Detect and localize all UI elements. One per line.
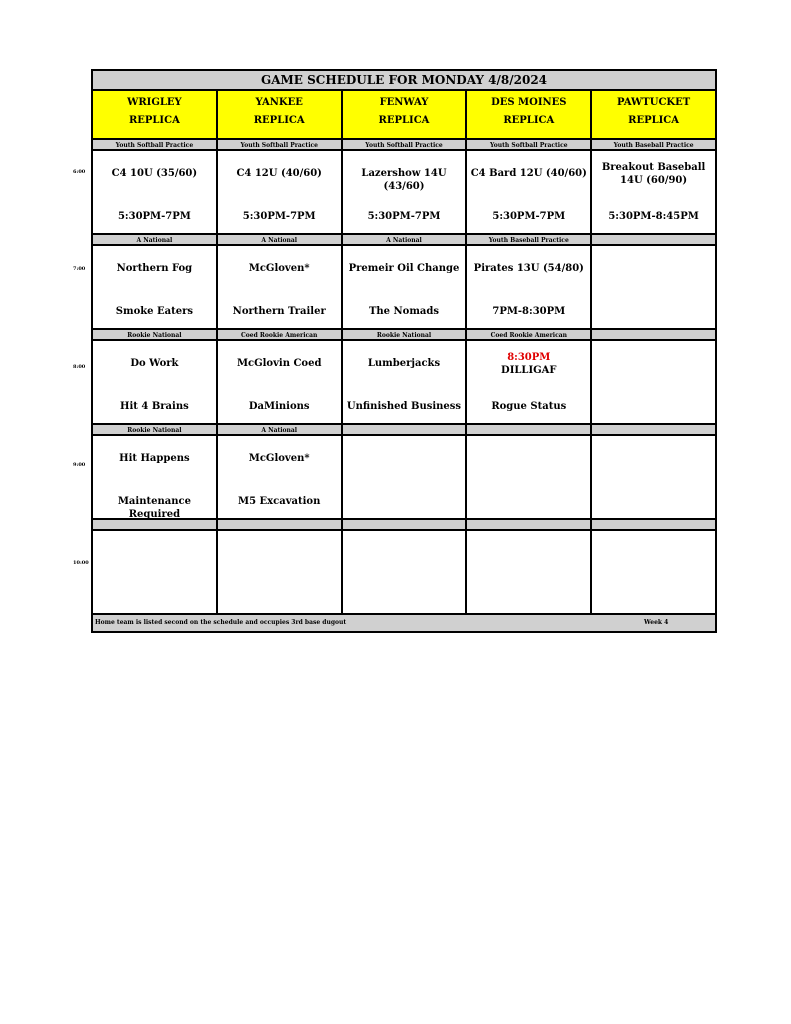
game-top-with-note xyxy=(467,351,590,377)
game-cell xyxy=(218,341,343,423)
game-cell xyxy=(592,531,715,613)
game-bottom: Maintenance Required xyxy=(117,496,191,520)
time-slot-row xyxy=(93,151,715,235)
time-label: 9:00 xyxy=(73,462,86,468)
game-cell xyxy=(218,246,343,328)
game-cell xyxy=(218,531,343,613)
division-label xyxy=(592,330,715,339)
game-bottom: 5:30PM-8:45PM xyxy=(608,211,699,222)
division-label-row xyxy=(93,140,715,151)
division-label: A National xyxy=(93,235,218,244)
game-bottom: Unfinished Business xyxy=(346,401,462,412)
division-label: A National xyxy=(218,425,343,434)
field-header xyxy=(93,91,218,138)
field-header-row xyxy=(93,91,715,140)
game-bottom: Rogue Status xyxy=(491,401,567,412)
game-top: Premeir Oil Change xyxy=(348,263,460,274)
game-cell xyxy=(592,246,715,328)
time-label: 6:00 xyxy=(73,169,86,175)
division-label xyxy=(592,425,715,434)
game-cell xyxy=(343,151,468,233)
game-bottom: 5:30PM-7PM xyxy=(117,211,191,222)
division-label: Coed Rookie American xyxy=(467,330,592,339)
game-cell xyxy=(343,341,468,423)
footer-week: Week 4 xyxy=(644,619,669,626)
schedule-footer xyxy=(93,615,715,631)
game-cell xyxy=(218,151,343,233)
game-bottom: 5:30PM-7PM xyxy=(492,211,566,222)
field-name: WRIGLEY xyxy=(127,97,182,108)
game-bottom: 7PM-8:30PM xyxy=(492,306,566,317)
division-label: Youth Baseball Practice xyxy=(467,235,592,244)
game-top: Breakout Baseball 14U (60/90) xyxy=(601,162,706,186)
field-header xyxy=(592,91,715,138)
game-cell xyxy=(467,531,592,613)
time-label: 10:00 xyxy=(73,560,89,566)
game-cell xyxy=(467,151,592,233)
field-header xyxy=(218,91,343,138)
game-bottom: Hit 4 Brains xyxy=(120,401,189,412)
game-top: Pirates 13U (54/80) xyxy=(473,263,584,274)
game-top: McGlovin Coed xyxy=(236,358,322,369)
division-label: Rookie National xyxy=(93,425,218,434)
division-label: Youth Softball Practice xyxy=(343,140,468,149)
field-name: DES MOINES xyxy=(491,97,567,108)
game-bottom: Northern Trailer xyxy=(232,306,326,317)
field-name: FENWAY xyxy=(379,97,429,108)
division-label: A National xyxy=(218,235,343,244)
division-label: Youth Softball Practice xyxy=(218,140,343,149)
schedule-title: GAME SCHEDULE FOR MONDAY 4/8/2024 xyxy=(93,71,715,91)
game-top: Hit Happens xyxy=(119,453,190,464)
game-cell xyxy=(93,151,218,233)
field-name: YANKEE xyxy=(255,97,303,108)
game-cell xyxy=(592,341,715,423)
division-label xyxy=(467,425,592,434)
game-cell xyxy=(592,151,715,233)
field-header xyxy=(467,91,592,138)
game-top: Lumberjacks xyxy=(367,358,441,369)
game-top: DILLIGAF xyxy=(501,365,557,376)
game-top: Northern Fog xyxy=(116,263,193,274)
footer-note: Home team is listed second on the schedule and occupies 3rd base dugout xyxy=(95,619,347,626)
field-sub: REPLICA xyxy=(128,115,180,126)
game-cell xyxy=(343,436,468,518)
division-label: Coed Rookie American xyxy=(218,330,343,339)
game-top: McGloven* xyxy=(248,263,310,274)
division-label: Youth Baseball Practice xyxy=(592,140,715,149)
division-label xyxy=(93,520,218,529)
division-label: A National xyxy=(343,235,468,244)
division-label-row xyxy=(93,425,715,436)
division-label xyxy=(343,520,468,529)
schedule-table xyxy=(91,69,717,633)
game-top: McGloven* xyxy=(248,453,310,464)
division-label: Rookie National xyxy=(93,330,218,339)
field-header xyxy=(343,91,468,138)
game-cell xyxy=(93,436,218,518)
division-label xyxy=(218,520,343,529)
field-name: PAWTUCKET xyxy=(617,97,691,108)
game-time-note: 8:30PM xyxy=(507,352,551,363)
time-slot-row xyxy=(93,246,715,330)
division-label: Rookie National xyxy=(343,330,468,339)
field-sub: REPLICA xyxy=(503,115,555,126)
division-label-row xyxy=(93,520,715,531)
game-cell xyxy=(93,246,218,328)
game-cell xyxy=(218,436,343,518)
game-top: C4 Bard 12U (40/60) xyxy=(470,168,587,179)
division-label: Youth Softball Practice xyxy=(93,140,218,149)
field-sub: REPLICA xyxy=(628,115,680,126)
time-slot-row xyxy=(93,531,715,615)
division-label: Youth Softball Practice xyxy=(467,140,592,149)
field-sub: REPLICA xyxy=(253,115,305,126)
division-label xyxy=(343,425,468,434)
time-label: 8:00 xyxy=(73,364,86,370)
game-cell xyxy=(343,246,468,328)
game-top: Lazershow 14U (43/60) xyxy=(361,168,447,192)
game-top: C4 12U (40/60) xyxy=(236,168,322,179)
game-bottom: M5 Excavation xyxy=(238,496,321,507)
division-label xyxy=(592,235,715,244)
time-slot-row xyxy=(93,341,715,425)
game-cell xyxy=(93,531,218,613)
game-cell xyxy=(592,436,715,518)
game-bottom: 5:30PM-7PM xyxy=(242,211,316,222)
division-label xyxy=(467,520,592,529)
division-label-row xyxy=(93,330,715,341)
game-cell xyxy=(467,246,592,328)
field-sub: REPLICA xyxy=(378,115,430,126)
time-slot-row xyxy=(93,436,715,520)
game-bottom: Smoke Eaters xyxy=(115,306,194,317)
game-cell xyxy=(467,341,592,423)
game-cell xyxy=(467,436,592,518)
time-label: 7:00 xyxy=(73,266,86,272)
game-cell xyxy=(343,531,468,613)
division-label xyxy=(592,520,715,529)
game-top: C4 10U (35/60) xyxy=(111,168,198,179)
game-top: Do Work xyxy=(130,358,179,369)
division-label-row xyxy=(93,235,715,246)
game-bottom: The Nomads xyxy=(368,306,440,317)
game-cell xyxy=(93,341,218,423)
game-bottom: DaMinions xyxy=(248,401,310,412)
game-bottom: 5:30PM-7PM xyxy=(367,211,441,222)
